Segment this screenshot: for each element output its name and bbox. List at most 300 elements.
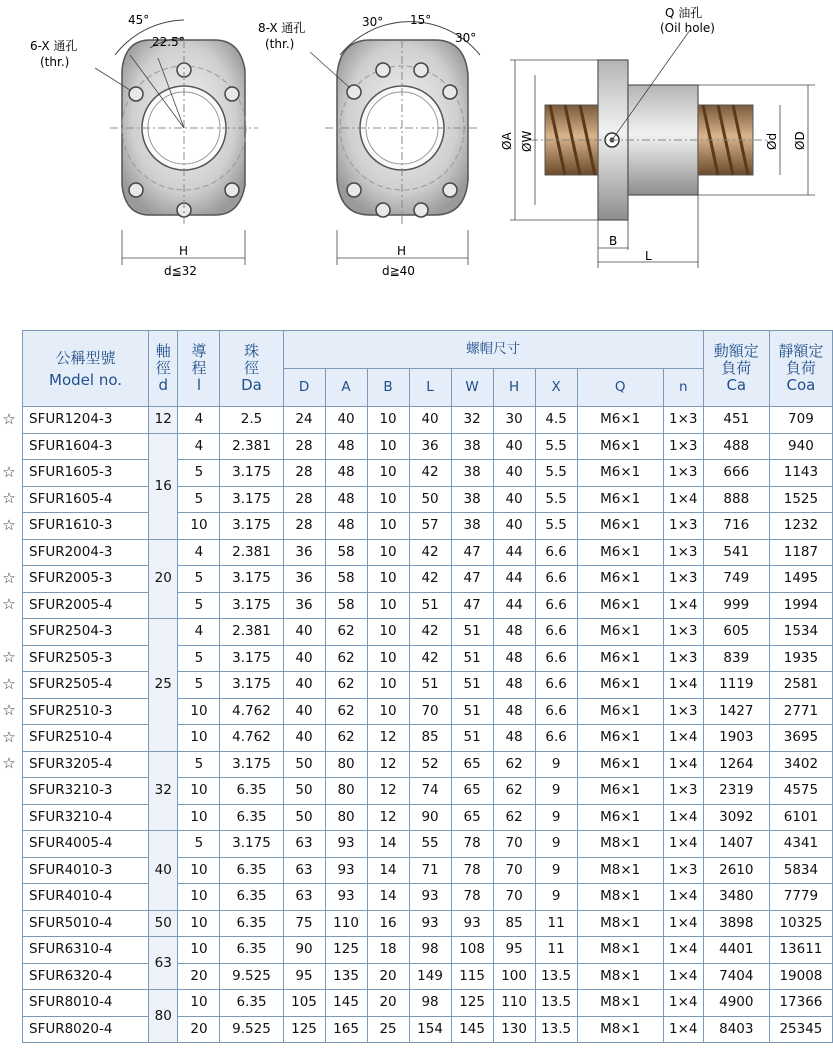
cell-ca: 4401 <box>703 937 769 964</box>
cell-H: 95 <box>493 937 535 964</box>
cell-coa: 709 <box>769 407 832 434</box>
left-thr-label: (thr.) <box>40 55 70 69</box>
table-row <box>23 857 833 884</box>
left-cond-label: d≦32 <box>164 264 197 278</box>
cell-coa: 5834 <box>769 857 832 884</box>
cell-l: 5 <box>178 831 220 858</box>
cell-da: 2.5 <box>220 407 283 434</box>
cell-n: 1×3 <box>663 619 703 646</box>
table-row <box>23 433 833 460</box>
cell-W: 51 <box>451 619 493 646</box>
model-cell: SFUR2505-3 <box>23 645 149 672</box>
cell-L: 85 <box>409 725 451 752</box>
cell-n: 1×4 <box>663 937 703 964</box>
cell-W: 125 <box>451 990 493 1017</box>
cell-X: 9 <box>535 831 577 858</box>
table-row <box>23 963 833 990</box>
cell-D: 90 <box>283 937 325 964</box>
shaft-diameter-cell: 50 <box>149 910 178 937</box>
cell-L: 51 <box>409 672 451 699</box>
shaft-diameter-cell: 20 <box>149 539 178 619</box>
cell-n: 1×4 <box>663 884 703 911</box>
cell-l: 10 <box>178 937 220 964</box>
cell-n: 1×4 <box>663 990 703 1017</box>
cell-D: 40 <box>283 645 325 672</box>
side-q-label: Q 油孔 <box>665 6 703 20</box>
cell-W: 115 <box>451 963 493 990</box>
cell-Q: M6×1 <box>577 486 663 513</box>
star-markers <box>0 0 20 1059</box>
side-oil-label: (Oil hole) <box>660 21 715 35</box>
table-row <box>23 1016 833 1043</box>
cell-Q: M8×1 <box>577 963 663 990</box>
shaft-diameter-cell: 80 <box>149 990 178 1043</box>
cell-ca: 749 <box>703 566 769 593</box>
cell-H: 48 <box>493 619 535 646</box>
cell-D: 50 <box>283 804 325 831</box>
cell-D: 40 <box>283 698 325 725</box>
cell-L: 93 <box>409 910 451 937</box>
cell-A: 58 <box>325 566 367 593</box>
cell-H: 62 <box>493 778 535 805</box>
cell-D: 95 <box>283 963 325 990</box>
header-col-Q: Q <box>577 369 663 407</box>
table-row <box>23 407 833 434</box>
shaft-diameter-cell: 32 <box>149 751 178 831</box>
cell-X: 11 <box>535 910 577 937</box>
cell-coa: 3402 <box>769 751 832 778</box>
cell-D: 36 <box>283 566 325 593</box>
cell-A: 110 <box>325 910 367 937</box>
side-a-label: ØA <box>500 132 514 150</box>
cell-B: 10 <box>367 645 409 672</box>
cell-coa: 13611 <box>769 937 832 964</box>
cell-A: 62 <box>325 672 367 699</box>
cell-B: 10 <box>367 486 409 513</box>
cell-D: 75 <box>283 910 325 937</box>
star-icon: ☆ <box>2 727 16 746</box>
model-cell: SFUR2505-4 <box>23 672 149 699</box>
mid-angle-15: 15° <box>410 13 432 27</box>
header-static-load: 靜額定 負荷 Coa <box>769 331 832 407</box>
cell-Q: M6×1 <box>577 804 663 831</box>
cell-l: 10 <box>178 698 220 725</box>
cell-l: 4 <box>178 407 220 434</box>
cell-D: 36 <box>283 539 325 566</box>
cell-X: 9 <box>535 751 577 778</box>
cell-l: 4 <box>178 539 220 566</box>
cell-A: 62 <box>325 725 367 752</box>
cell-l: 10 <box>178 725 220 752</box>
cell-W: 51 <box>451 698 493 725</box>
header-col-n: n <box>663 369 703 407</box>
cell-Q: M6×1 <box>577 751 663 778</box>
cell-W: 65 <box>451 751 493 778</box>
cell-ca: 1407 <box>703 831 769 858</box>
cell-X: 9 <box>535 804 577 831</box>
cell-L: 93 <box>409 884 451 911</box>
cell-W: 47 <box>451 566 493 593</box>
cell-D: 24 <box>283 407 325 434</box>
model-cell: SFUR2510-4 <box>23 725 149 752</box>
cell-n: 1×3 <box>663 698 703 725</box>
cell-l: 5 <box>178 486 220 513</box>
table-row <box>23 460 833 487</box>
cell-n: 1×4 <box>663 486 703 513</box>
table-row <box>23 698 833 725</box>
cell-L: 52 <box>409 751 451 778</box>
star-icon: ☆ <box>2 515 16 534</box>
cell-A: 40 <box>325 407 367 434</box>
cell-n: 1×4 <box>663 592 703 619</box>
cell-X: 6.6 <box>535 672 577 699</box>
cell-X: 5.5 <box>535 513 577 540</box>
cell-ca: 8403 <box>703 1016 769 1043</box>
cell-ca: 1427 <box>703 698 769 725</box>
cell-coa: 4575 <box>769 778 832 805</box>
cell-ca: 605 <box>703 619 769 646</box>
cell-coa: 2771 <box>769 698 832 725</box>
shaft-diameter-cell: 16 <box>149 433 178 539</box>
cell-L: 42 <box>409 566 451 593</box>
cell-Q: M6×1 <box>577 513 663 540</box>
model-cell: SFUR2504-3 <box>23 619 149 646</box>
table-row <box>23 884 833 911</box>
cell-W: 78 <box>451 857 493 884</box>
cell-Q: M8×1 <box>577 1016 663 1043</box>
cell-X: 5.5 <box>535 486 577 513</box>
cell-coa: 1994 <box>769 592 832 619</box>
cell-A: 80 <box>325 804 367 831</box>
cell-l: 4 <box>178 433 220 460</box>
table-row <box>23 645 833 672</box>
cell-da: 2.381 <box>220 539 283 566</box>
cell-B: 12 <box>367 804 409 831</box>
cell-H: 100 <box>493 963 535 990</box>
cell-da: 6.35 <box>220 990 283 1017</box>
table-row <box>23 910 833 937</box>
mid-hole-label: 8-X 通孔 <box>258 21 306 35</box>
cell-coa: 1495 <box>769 566 832 593</box>
cell-L: 98 <box>409 937 451 964</box>
cell-B: 20 <box>367 963 409 990</box>
side-l-label: L <box>645 249 652 263</box>
cell-l: 10 <box>178 778 220 805</box>
star-icon: ☆ <box>2 595 16 614</box>
model-cell: SFUR4010-3 <box>23 857 149 884</box>
cell-da: 4.762 <box>220 725 283 752</box>
model-cell: SFUR1605-4 <box>23 486 149 513</box>
cell-B: 12 <box>367 751 409 778</box>
mid-angle-30b: 30° <box>455 31 477 45</box>
cell-W: 108 <box>451 937 493 964</box>
cell-da: 6.35 <box>220 937 283 964</box>
cell-da: 6.35 <box>220 804 283 831</box>
cell-l: 10 <box>178 990 220 1017</box>
cell-B: 10 <box>367 513 409 540</box>
star-icon: ☆ <box>2 674 16 693</box>
cell-ca: 451 <box>703 407 769 434</box>
cell-ca: 488 <box>703 433 769 460</box>
mid-thr-label: (thr.) <box>265 37 295 51</box>
cell-l: 20 <box>178 1016 220 1043</box>
cell-B: 14 <box>367 831 409 858</box>
cell-n: 1×3 <box>663 645 703 672</box>
flange-front-view-6-hole <box>30 13 258 278</box>
star-icon: ☆ <box>2 701 16 720</box>
cell-n: 1×4 <box>663 1016 703 1043</box>
cell-A: 145 <box>325 990 367 1017</box>
cell-ca: 3898 <box>703 910 769 937</box>
table-row <box>23 725 833 752</box>
cell-A: 48 <box>325 486 367 513</box>
cell-l: 10 <box>178 857 220 884</box>
cell-coa: 1525 <box>769 486 832 513</box>
cell-ca: 7404 <box>703 963 769 990</box>
left-h-label: H <box>179 244 189 258</box>
cell-da: 6.35 <box>220 884 283 911</box>
cell-da: 3.175 <box>220 566 283 593</box>
cell-L: 42 <box>409 645 451 672</box>
cell-n: 1×3 <box>663 460 703 487</box>
cell-L: 149 <box>409 963 451 990</box>
spec-table <box>22 330 833 1043</box>
cell-da: 3.175 <box>220 513 283 540</box>
cell-ca: 716 <box>703 513 769 540</box>
shaft-diameter-cell: 12 <box>149 407 178 434</box>
side-w-label: ØW <box>520 130 534 152</box>
cell-X: 6.6 <box>535 698 577 725</box>
star-icon: ☆ <box>2 568 16 587</box>
cell-H: 48 <box>493 725 535 752</box>
cell-L: 57 <box>409 513 451 540</box>
table-row <box>23 619 833 646</box>
cell-D: 50 <box>283 751 325 778</box>
cell-A: 62 <box>325 698 367 725</box>
cell-W: 93 <box>451 910 493 937</box>
cell-A: 93 <box>325 831 367 858</box>
cell-L: 50 <box>409 486 451 513</box>
cell-X: 6.6 <box>535 725 577 752</box>
cell-B: 10 <box>367 619 409 646</box>
cell-Q: M6×1 <box>577 698 663 725</box>
cell-coa: 940 <box>769 433 832 460</box>
cell-H: 44 <box>493 539 535 566</box>
cell-B: 14 <box>367 857 409 884</box>
star-icon: ☆ <box>2 489 16 508</box>
model-cell: SFUR3210-3 <box>23 778 149 805</box>
header-ball: 珠 徑 Da <box>220 331 283 407</box>
cell-W: 65 <box>451 778 493 805</box>
cell-H: 70 <box>493 857 535 884</box>
cell-A: 93 <box>325 884 367 911</box>
cell-X: 5.5 <box>535 460 577 487</box>
cell-X: 9 <box>535 857 577 884</box>
model-cell: SFUR8020-4 <box>23 1016 149 1043</box>
model-cell: SFUR3205-4 <box>23 751 149 778</box>
cell-W: 38 <box>451 460 493 487</box>
cell-da: 3.175 <box>220 751 283 778</box>
cell-coa: 1232 <box>769 513 832 540</box>
side-d-small-label: Ød <box>765 132 779 150</box>
cell-H: 40 <box>493 433 535 460</box>
cell-D: 28 <box>283 486 325 513</box>
cell-L: 42 <box>409 619 451 646</box>
cell-da: 3.175 <box>220 831 283 858</box>
cell-L: 90 <box>409 804 451 831</box>
cell-da: 3.175 <box>220 460 283 487</box>
cell-B: 25 <box>367 1016 409 1043</box>
cell-n: 1×3 <box>663 407 703 434</box>
cell-L: 98 <box>409 990 451 1017</box>
cell-A: 62 <box>325 645 367 672</box>
cell-ca: 3480 <box>703 884 769 911</box>
cell-da: 2.381 <box>220 433 283 460</box>
header-col-H: H <box>493 369 535 407</box>
cell-coa: 17366 <box>769 990 832 1017</box>
cell-D: 40 <box>283 619 325 646</box>
cell-Q: M8×1 <box>577 990 663 1017</box>
model-cell: SFUR2510-3 <box>23 698 149 725</box>
cell-A: 165 <box>325 1016 367 1043</box>
model-cell: SFUR2005-3 <box>23 566 149 593</box>
cell-coa: 25345 <box>769 1016 832 1043</box>
cell-L: 55 <box>409 831 451 858</box>
cell-D: 40 <box>283 672 325 699</box>
header-col-L: L <box>409 369 451 407</box>
cell-coa: 4341 <box>769 831 832 858</box>
cell-coa: 1187 <box>769 539 832 566</box>
cell-Q: M8×1 <box>577 884 663 911</box>
cell-B: 10 <box>367 672 409 699</box>
cell-A: 125 <box>325 937 367 964</box>
cell-coa: 1935 <box>769 645 832 672</box>
left-angle-45: 45° <box>128 13 150 27</box>
cell-coa: 10325 <box>769 910 832 937</box>
cell-D: 105 <box>283 990 325 1017</box>
cell-X: 9 <box>535 884 577 911</box>
cell-coa: 3695 <box>769 725 832 752</box>
cell-A: 48 <box>325 513 367 540</box>
cell-da: 6.35 <box>220 778 283 805</box>
cell-W: 32 <box>451 407 493 434</box>
cell-A: 48 <box>325 460 367 487</box>
side-b-label: B <box>609 234 618 248</box>
cell-D: 28 <box>283 460 325 487</box>
cell-l: 20 <box>178 963 220 990</box>
cell-l: 10 <box>178 513 220 540</box>
cell-Q: M6×1 <box>577 566 663 593</box>
cell-H: 44 <box>493 592 535 619</box>
cell-X: 5.5 <box>535 433 577 460</box>
cell-H: 62 <box>493 751 535 778</box>
cell-l: 5 <box>178 645 220 672</box>
cell-X: 11 <box>535 937 577 964</box>
star-icon: ☆ <box>2 462 16 481</box>
mid-h-label: H <box>397 244 407 258</box>
cell-B: 14 <box>367 884 409 911</box>
cell-A: 93 <box>325 857 367 884</box>
header-col-B: B <box>367 369 409 407</box>
cell-L: 51 <box>409 592 451 619</box>
cell-L: 40 <box>409 407 451 434</box>
cell-L: 154 <box>409 1016 451 1043</box>
cell-l: 5 <box>178 672 220 699</box>
cell-Q: M6×1 <box>577 539 663 566</box>
cell-X: 6.6 <box>535 645 577 672</box>
cell-Q: M8×1 <box>577 831 663 858</box>
header-col-X: X <box>535 369 577 407</box>
cell-H: 44 <box>493 566 535 593</box>
cell-H: 130 <box>493 1016 535 1043</box>
cell-ca: 999 <box>703 592 769 619</box>
cell-W: 38 <box>451 513 493 540</box>
cell-X: 13.5 <box>535 963 577 990</box>
table-row <box>23 513 833 540</box>
cell-B: 10 <box>367 698 409 725</box>
cell-A: 135 <box>325 963 367 990</box>
cell-B: 12 <box>367 725 409 752</box>
mid-angle-30a: 30° <box>362 15 384 29</box>
cell-Q: M8×1 <box>577 857 663 884</box>
model-cell: SFUR4005-4 <box>23 831 149 858</box>
cell-ca: 541 <box>703 539 769 566</box>
cell-B: 12 <box>367 778 409 805</box>
cell-H: 48 <box>493 672 535 699</box>
cell-ca: 2610 <box>703 857 769 884</box>
cell-coa: 7779 <box>769 884 832 911</box>
table-row <box>23 486 833 513</box>
cell-W: 51 <box>451 725 493 752</box>
side-d-large-label: ØD <box>793 131 807 150</box>
cell-ca: 1903 <box>703 725 769 752</box>
cell-L: 71 <box>409 857 451 884</box>
cell-da: 9.525 <box>220 1016 283 1043</box>
cell-A: 58 <box>325 539 367 566</box>
table-row <box>23 937 833 964</box>
cell-n: 1×3 <box>663 778 703 805</box>
table-row <box>23 566 833 593</box>
header-shaft: 軸 徑 d <box>149 331 178 407</box>
cell-L: 42 <box>409 539 451 566</box>
cell-H: 85 <box>493 910 535 937</box>
cell-ca: 888 <box>703 486 769 513</box>
cell-L: 74 <box>409 778 451 805</box>
star-icon: ☆ <box>2 754 16 773</box>
cell-l: 5 <box>178 751 220 778</box>
cell-n: 1×4 <box>663 672 703 699</box>
cell-coa: 2581 <box>769 672 832 699</box>
cell-L: 70 <box>409 698 451 725</box>
cell-n: 1×4 <box>663 725 703 752</box>
cell-l: 5 <box>178 592 220 619</box>
cell-ca: 2319 <box>703 778 769 805</box>
cell-X: 13.5 <box>535 990 577 1017</box>
cell-A: 80 <box>325 751 367 778</box>
cell-A: 58 <box>325 592 367 619</box>
cell-W: 65 <box>451 804 493 831</box>
shaft-diameter-cell: 25 <box>149 619 178 752</box>
model-cell: SFUR4010-4 <box>23 884 149 911</box>
cell-X: 6.6 <box>535 566 577 593</box>
model-cell: SFUR2005-4 <box>23 592 149 619</box>
cell-W: 78 <box>451 884 493 911</box>
cell-D: 36 <box>283 592 325 619</box>
cell-Q: M6×1 <box>577 778 663 805</box>
cell-D: 40 <box>283 725 325 752</box>
cell-n: 1×4 <box>663 910 703 937</box>
star-icon: ☆ <box>2 409 16 428</box>
